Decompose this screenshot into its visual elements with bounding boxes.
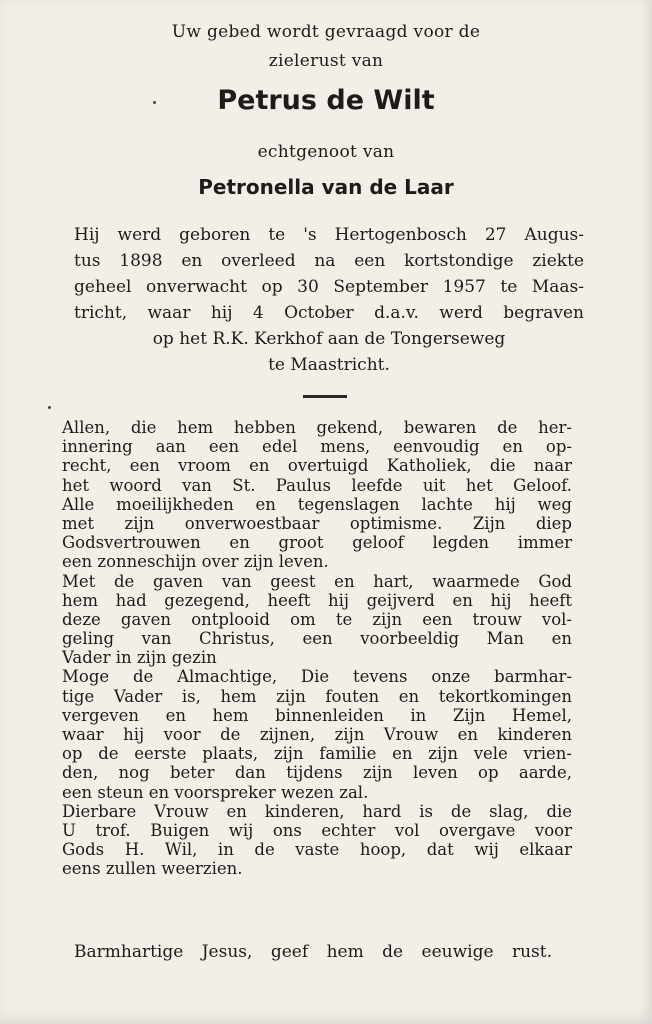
eulogy-line: Allen, die hem hebben gekend, bewaren de her- xyxy=(62,418,572,437)
eulogy-line: Dierbare Vrouw en kinderen, hard is de slag, die xyxy=(62,801,572,821)
eulogy-line: een zonneschijn over zijn leven. xyxy=(62,552,329,572)
biography-line: Hij werd geboren te 's Hertogenbosch 27 Augus- xyxy=(74,225,584,245)
eulogy-line: het woord van St. Paulus leefde uit het Geloof. xyxy=(62,475,572,495)
eulogy-line: deze gaven ontplooid om te zijn een trouw vol- xyxy=(62,609,572,629)
eulogy-line: waar hij voor de zijnen, zijn Vrouw en kinderen xyxy=(62,725,572,744)
eulogy-line: tige Vader is, hem zijn fouten en tekortkomingen xyxy=(62,686,572,706)
biography-line: te Maastricht. xyxy=(268,355,390,375)
intro-line-2: zielerust van xyxy=(268,51,384,71)
print-speck xyxy=(48,406,51,409)
eulogy-line: een steun en voorspreker wezen zal. xyxy=(62,782,369,802)
eulogy-line: den, nog beter dan tijdens zijn leven op aarde, xyxy=(62,763,572,783)
eulogy-line: hem had gezegend, heeft hij geijverd en hij heeft xyxy=(62,590,572,610)
eulogy-line: Moge de Almachtige, Die tevens onze barmhar- xyxy=(62,667,572,687)
spouse-name: Petronella van de Laar xyxy=(198,175,454,199)
deceased-name: Petrus de Wilt xyxy=(217,85,435,116)
eulogy-text xyxy=(62,418,572,879)
intro-line-1: Uw gebed wordt gevraagd voor de xyxy=(171,22,481,42)
print-speck xyxy=(153,101,156,104)
eulogy-line: vergeven en hem binnenleiden in Zijn Hemel, xyxy=(62,705,572,725)
eulogy-line: Alle moeilijkheden en tegenslagen lachte hij weg xyxy=(62,494,572,514)
biography-line: geheel onverwacht op 30 September 1957 te Maas- xyxy=(74,277,584,297)
biography-line: tricht, waar hij 4 October d.a.v. werd begraven xyxy=(74,303,584,323)
eulogy-line: Vader in zijn gezin xyxy=(62,648,217,668)
eulogy-line: innering aan een edel mens, eenvoudig en op- xyxy=(62,437,572,457)
eulogy-line: eens zullen weerzien. xyxy=(62,859,243,879)
biography-line: op het R.K. Kerkhof aan de Tongerseweg xyxy=(152,329,506,349)
eulogy-line: recht, een vroom en overtuigd Katholiek, die naar xyxy=(62,456,572,476)
closing-prayer: Barmhartige Jesus, geef hem de eeuwige rust. xyxy=(74,942,552,962)
relation-text: echtgenoot van xyxy=(257,142,395,162)
biography-line: tus 1898 en overleed na een kortstondige ziekte xyxy=(74,251,584,271)
eulogy-line: met zijn onverwoestbaar optimisme. Zijn diep xyxy=(62,513,572,533)
biography-block xyxy=(74,222,584,378)
eulogy-line: op de eerste plaats, zijn familie en zijn vele vrien- xyxy=(62,744,572,764)
eulogy-line: geling van Christus, een voorbeeldig Man en xyxy=(62,629,572,649)
section-divider xyxy=(303,395,347,398)
eulogy-line: Gods H. Wil, in de vaste hoop, dat wij elkaar xyxy=(62,840,572,860)
eulogy-line: Met de gaven van geest en hart, waarmede God xyxy=(62,571,572,591)
eulogy-line: Godsvertrouwen en groot geloof legden immer xyxy=(62,533,572,553)
eulogy-line: U trof. Buigen wij ons echter vol overgave voor xyxy=(62,820,572,840)
